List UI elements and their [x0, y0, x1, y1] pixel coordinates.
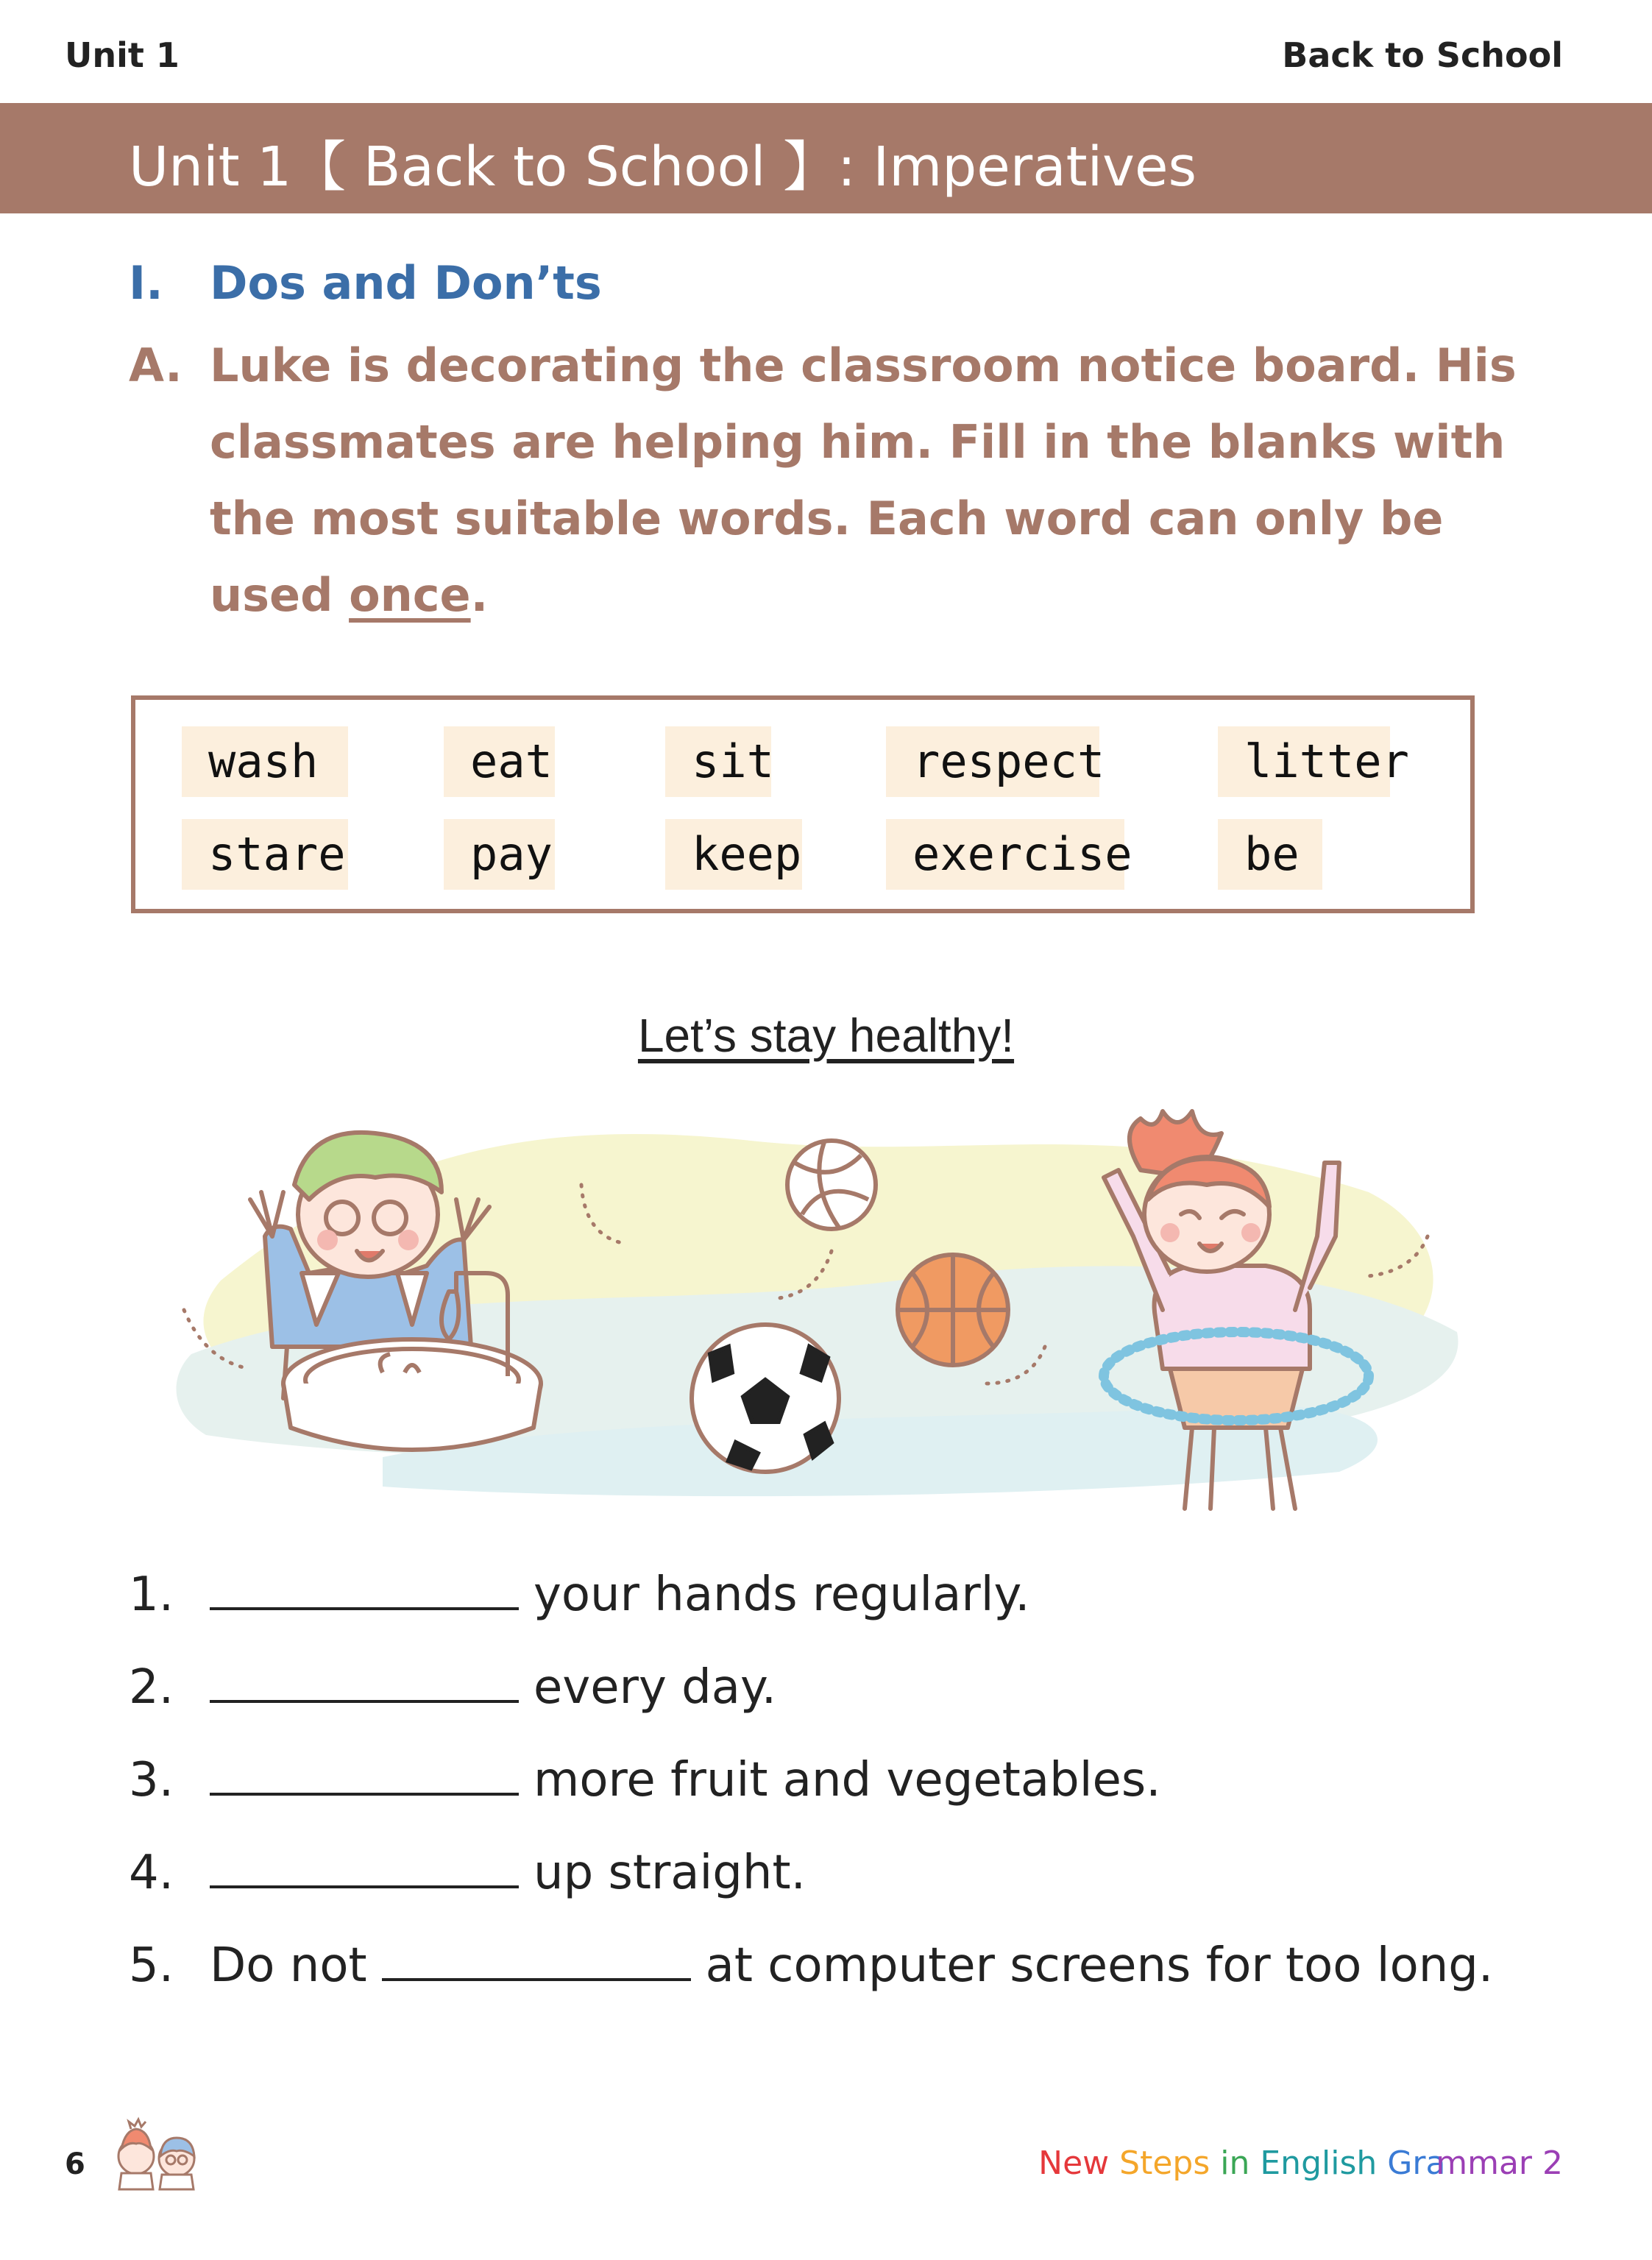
question-number: 2.: [129, 1660, 174, 1715]
exercise-instruction: [129, 327, 1527, 634]
question-number: 4.: [129, 1846, 174, 1900]
section-title: Dos and Don’ts: [210, 256, 602, 310]
question-number: 5.: [129, 1938, 174, 1993]
answer-blank[interactable]: [210, 1838, 519, 1888]
question-3: [129, 1746, 1161, 1807]
brand-word: Steps: [1119, 2144, 1210, 2182]
word-chip: eat: [444, 726, 555, 797]
question-4: [129, 1838, 806, 1900]
instruction-end: .: [470, 568, 489, 622]
brand-word: New: [1038, 2144, 1110, 2182]
section-number: I.: [129, 256, 163, 310]
instruction-text: [210, 327, 1527, 634]
question-text: your hands regularly.: [533, 1568, 1030, 1622]
story-title: Let’s stay healthy!: [637, 1009, 1015, 1062]
question-text: at computer screens for too long.: [705, 1938, 1494, 1993]
word-chip: litter: [1218, 726, 1390, 797]
word-chip: be: [1218, 819, 1322, 890]
page-number: 6: [65, 2147, 85, 2181]
word-chip: exercise: [886, 819, 1124, 890]
question-number: 3.: [129, 1753, 174, 1807]
word-chip: keep: [665, 819, 802, 890]
running-header-unit: Unit 1: [65, 35, 180, 75]
question-text: every day.: [533, 1660, 777, 1715]
answer-blank[interactable]: [210, 1560, 519, 1610]
question-number: 1.: [129, 1568, 174, 1622]
footer-brand: [1038, 2144, 1563, 2182]
brand-word: English: [1260, 2144, 1378, 2182]
brand-word: in: [1220, 2144, 1250, 2182]
brand-word: mmar 2: [1436, 2144, 1563, 2182]
instruction-main: Luke is decorating the classroom notice board. His classmates are helping him. Fill in the blanks with the most suitable words. Each word can only be used: [210, 339, 1517, 622]
section-heading: [129, 256, 602, 310]
word-chip: stare: [182, 819, 348, 890]
word-chip: sit: [665, 726, 771, 797]
brand-word: Gra: [1387, 2144, 1446, 2182]
word-chip: wash: [182, 726, 348, 797]
word-bank: [131, 695, 1475, 913]
unit-title: Unit 1【 Back to School 】: Imperatives: [129, 135, 1197, 199]
answer-blank[interactable]: [210, 1653, 519, 1703]
answer-blank[interactable]: [210, 1746, 519, 1796]
unit-banner: [0, 103, 1652, 213]
answer-blank[interactable]: [382, 1931, 691, 1981]
question-5: [129, 1931, 1493, 1993]
healthy-kids-illustration: [162, 1089, 1486, 1531]
word-chip: pay: [444, 819, 555, 890]
question-2: [129, 1653, 776, 1715]
question-prefix: Do not: [210, 1938, 367, 1993]
instruction-emphasis: once: [349, 568, 471, 622]
question-1: [129, 1560, 1030, 1622]
running-header-topic: Back to School: [1282, 35, 1563, 75]
study-kids-logo: [59, 2116, 228, 2222]
question-text: up straight.: [533, 1846, 806, 1900]
exercise-letter: A.: [129, 339, 182, 392]
word-chip: respect: [886, 726, 1099, 797]
question-text: more fruit and vegetables.: [533, 1753, 1161, 1807]
